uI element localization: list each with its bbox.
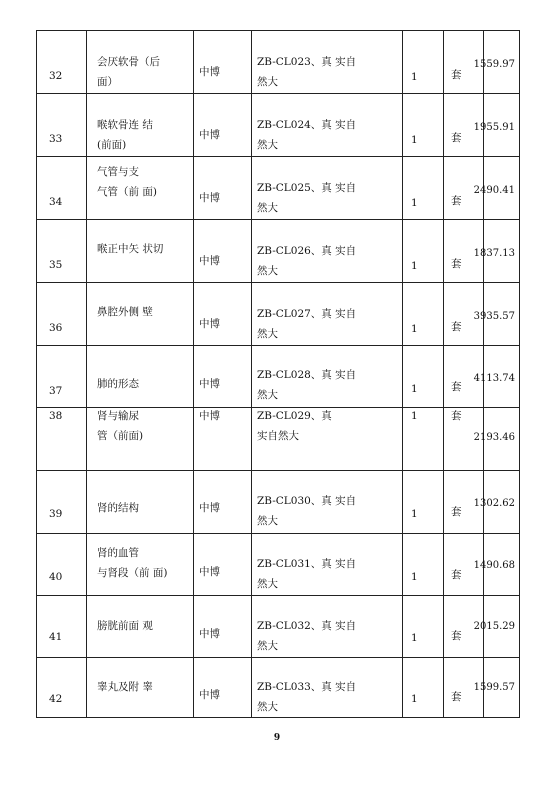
- item-price: 1837.13: [473, 248, 515, 259]
- item-quantity: 1: [411, 134, 418, 146]
- item-model: ZB-CL026、真 实自 然大: [257, 245, 357, 277]
- item-model: ZB-CL033、真 实自 然大: [257, 681, 357, 713]
- item-name: 肾的血管 与肾段（前 面): [97, 547, 168, 579]
- table-row: [37, 534, 519, 596]
- item-quantity: 1: [411, 323, 418, 335]
- item-price: 4113.74: [473, 373, 515, 384]
- item-number: 40: [49, 571, 63, 583]
- item-name: 会厌软骨（后 面）: [97, 56, 160, 88]
- item-price: 2015.29: [473, 621, 515, 632]
- table-row: [37, 596, 519, 658]
- item-price: 2193.46: [473, 432, 515, 443]
- item-name: 睾丸及附 睾: [97, 681, 153, 693]
- item-price: 1599.57: [473, 682, 515, 693]
- item-number: 41: [49, 631, 63, 643]
- item-brand: 中博: [199, 129, 220, 141]
- item-brand: 中博: [199, 502, 220, 514]
- item-number: 35: [49, 259, 63, 271]
- item-quantity: 1: [411, 260, 418, 272]
- item-price: 3935.57: [473, 311, 515, 322]
- item-quantity: 1: [411, 197, 418, 209]
- item-name: 气管与支 气管（前 面): [97, 166, 157, 198]
- table-row: [37, 283, 519, 346]
- item-price: 2490.41: [473, 185, 515, 196]
- item-unit: 套: [451, 410, 462, 422]
- item-unit: 套: [451, 506, 462, 518]
- item-brand: 中博: [199, 318, 220, 330]
- item-number: 42: [49, 693, 63, 705]
- item-price: 1302.62: [473, 498, 515, 509]
- item-quantity: 1: [411, 71, 418, 83]
- table-row: [37, 31, 519, 94]
- item-model: ZB-CL031、真 实自 然大: [257, 558, 357, 590]
- item-price: 1490.68: [473, 560, 515, 571]
- item-number: 37: [49, 385, 63, 397]
- item-brand: 中博: [199, 192, 220, 204]
- item-unit: 套: [451, 69, 462, 81]
- item-number: 32: [49, 70, 63, 82]
- item-unit: 套: [451, 569, 462, 581]
- item-brand: 中博: [199, 255, 220, 267]
- item-quantity: 1: [411, 571, 418, 583]
- item-unit: 套: [451, 321, 462, 333]
- table-row: [37, 157, 519, 220]
- item-quantity: 1: [411, 693, 418, 705]
- table-row: [37, 94, 519, 157]
- item-unit: 套: [451, 258, 462, 270]
- item-name: 肾与输尿 管（前面): [97, 410, 144, 442]
- item-number: 38: [49, 410, 63, 422]
- item-brand: 中博: [199, 566, 220, 578]
- equipment-table: [36, 30, 520, 718]
- item-quantity: 1: [411, 508, 418, 520]
- item-model: ZB-CL032、真 实自 然大: [257, 620, 357, 652]
- item-quantity: 1: [411, 632, 418, 644]
- item-brand: 中博: [199, 689, 220, 701]
- table-row: [37, 658, 519, 719]
- item-model: ZB-CL023、真 实自 然大: [257, 56, 357, 88]
- item-number: 39: [49, 508, 63, 520]
- item-quantity: 1: [411, 383, 418, 395]
- item-model: ZB-CL025、真 实自 然大: [257, 182, 357, 214]
- item-unit: 套: [451, 195, 462, 207]
- item-unit: 套: [451, 691, 462, 703]
- table-row: [37, 408, 519, 471]
- table-row: [37, 220, 519, 283]
- item-price: 1559.97: [473, 59, 515, 70]
- item-model: ZB-CL029、真 实自然大: [257, 410, 332, 442]
- item-model: ZB-CL024、真 实自 然大: [257, 119, 357, 151]
- item-number: 33: [49, 133, 63, 145]
- item-name: 喉软骨连 结 (前面): [97, 119, 153, 151]
- item-quantity: 1: [411, 410, 418, 422]
- item-name: 肾的结构: [97, 502, 139, 514]
- page-number: 9: [273, 733, 281, 743]
- item-name: 肺的形态: [97, 378, 139, 390]
- item-number: 34: [49, 196, 63, 208]
- item-name: 喉正中矢 状切: [97, 243, 164, 255]
- item-model: ZB-CL027、真 实自 然大: [257, 308, 357, 340]
- item-unit: 套: [451, 381, 462, 393]
- item-unit: 套: [451, 630, 462, 642]
- table-row: [37, 346, 519, 408]
- item-brand: 中博: [199, 66, 220, 78]
- item-brand: 中博: [199, 378, 220, 390]
- item-model: ZB-CL030、真 实自 然大: [257, 495, 357, 527]
- item-number: 36: [49, 322, 63, 334]
- item-brand: 中博: [199, 410, 220, 422]
- item-model: ZB-CL028、真 实自 然大: [257, 369, 357, 401]
- item-unit: 套: [451, 132, 462, 144]
- table-row: [37, 471, 519, 534]
- item-name: 膀胱前面 观: [97, 620, 153, 632]
- item-price: 1955.91: [473, 122, 515, 133]
- item-name: 鼻腔外侧 壁: [97, 306, 153, 318]
- item-brand: 中博: [199, 628, 220, 640]
